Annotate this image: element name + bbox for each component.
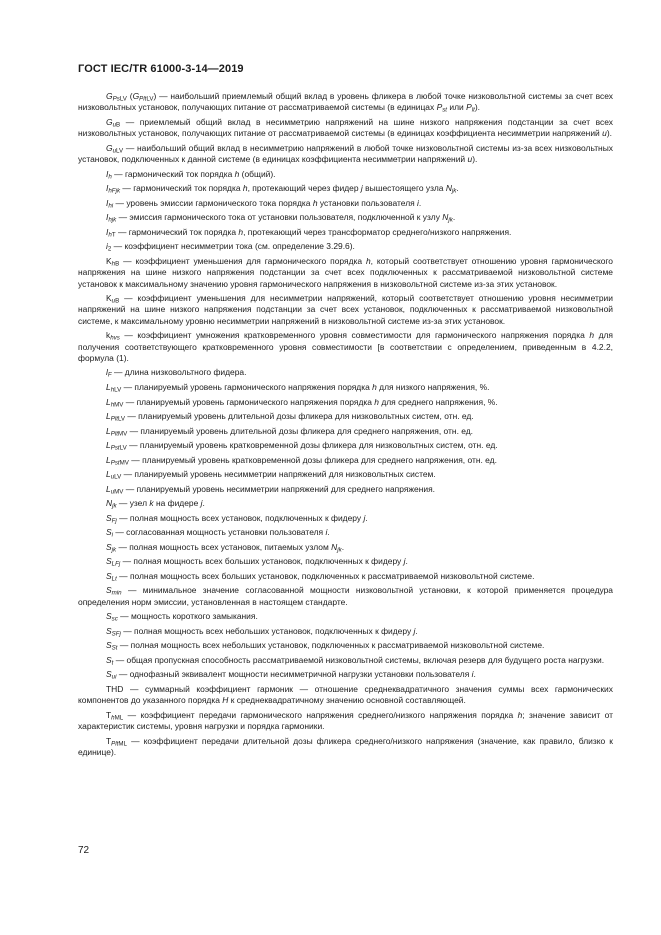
- definition-entry: $L_{hMV}$ — планируемый уровень гармонического напряжения порядка h для среднего напряжения, %.: [106, 396, 498, 409]
- definition-entry: $I_{hT}$ — гармонический ток порядка h, протекающий через трансформатор среднего/низкого напряжения.: [106, 226, 512, 239]
- definition-entry: $L_{PltLV}$ — планируемый уровень длительной дозы фликера для низковольтных систем, отн. ед.: [106, 411, 474, 423]
- definition-entry: $L_{PstMV}$ — планируемый уровень кратковременной дозы фликера для среднего напряжения, отн. ед.: [106, 454, 497, 467]
- definition-entry: $l_F$ — длина низковольтного фидера.: [106, 367, 247, 380]
- definitions-list: [78, 91, 613, 762]
- definition-entry: $I_h$ — гармонический ток порядка h (общий).: [106, 168, 276, 181]
- definition-entry: $L_{uMV}$ — планируемый уровень несимметрии напряжений для среднего напряжения.: [106, 483, 436, 496]
- definition-entry: $G_{uLV}$ — наибольший общий вклад в несимметрию напряжений в любой точке низковольтной системы из-за всех низковольтных установок, подключенных к данной системе (в единицах коэффициента несимметрии напряжений u).: [78, 142, 613, 165]
- definition-entry: $L_{uLV}$ — планируемый уровень несимметрии напряжений для низковольтных систем.: [106, 469, 436, 481]
- document-header: ГОСТ IEC/TR 61000-3-14—2019: [78, 63, 244, 75]
- definition-entry: $L_{PltMV}$ — планируемый уровень длительной дозы фликера для среднего напряжения, отн. ед.: [106, 425, 474, 438]
- definition-entry: $K_{hB}$ — коэффициент уменьшения для гармонического порядка h, который соответствует отношению уровня гармонического напряжения на шине низкого напряжения подстанции за счет всех подключенных к рассматриваемой низковольтной системе установок к максимальному значению уровня гармонического напряжения в низковольтной системе из-за этих установок.: [78, 255, 614, 289]
- definition-entry: $I_{hjk}$ — эмиссия гармонического тока от установки пользователя, подключенной к узлу $N_{jk}$.: [106, 212, 456, 224]
- definition-entry: THD — суммарный коэффициент гармоник — отношение среднеквадратичного значения суммы всех гармонических компонентов до указанного порядка H к среднеквадратичному значению основной составляющей.: [78, 683, 613, 706]
- definition-entry: $S_{sc}$ — мощность короткого замыкания.: [106, 611, 258, 623]
- definition-entry: $N_{jk}$ — узел k на фидере j.: [106, 498, 205, 510]
- definition-entry: $G_{PsLV}$ $(G_{PltLV})$ — наибольший приемлемый общий вклад в уровень фликера в любой точке низковольтной системы за счет всех низковольтных установок, получающих питание от рассматриваемой системы (в единицах $P_{st}$ или $P_{lt}$).: [78, 91, 614, 114]
- definition-entry: $S_{SFj}$ — полная мощность всех небольших установок, подключенных к фидеру j.: [106, 625, 418, 638]
- definition-entry: $S_{Lt}$ — полная мощность всех больших установок, подключенных к рассматриваемой низковольтной системе.: [106, 570, 535, 583]
- definition-entry: $i_2$ — коэффициент несимметрии тока (см. определение 3.29.6).: [106, 241, 355, 253]
- definition-entry: $I_{hFjk}$ — гармонический ток порядка h, протекающий через фидер j вышестоящего узла $N_{jk}$.: [106, 183, 459, 195]
- definition-entry: $S_{Fj}$ — полная мощность всех установок, подключенных к фидеру j.: [106, 512, 368, 525]
- definition-entry: $T_{PltML}$ — коэффициент передачи длительной дозы фликера среднего/низкого напряжения (значение, как правило, близко к единице).: [78, 735, 613, 758]
- definition-entry: $L_{hLV}$ — планируемый уровень гармонического напряжения порядка h для низкого напряжения, %.: [106, 382, 490, 394]
- definition-entry: $I_{hi}$ — уровень эмиссии гармонического тока порядка h установки пользователя i.: [106, 197, 422, 210]
- definition-entry: $S_i$ — согласованная мощность установки пользователя i.: [106, 527, 330, 539]
- definition-entry: $K_{uB}$ — коэффициент уменьшения для несимметрии напряжений, который соответствует отношению уровня несимметрии напряжений на шине низкого напряжения подстанции за счет всех установок, подключенных к рассматриваемой низковольтной системе, к максимальному уровню несимметрии напряжений в низковольтной системе из-за этих установок.: [78, 293, 613, 326]
- definition-entry: $S_{LFj}$ — полная мощность всех больших установок, подключенных к фидеру j.: [106, 556, 408, 568]
- definition-entry: $S_t$ — общая пропускная способность рассматриваемой низковольтной системы, включая резерв для будущего роста нагрузки.: [106, 654, 605, 667]
- definition-entry: $S_{min}$ — минимальное значение согласованной мощности низковольтной установки, к которой применяется процедура определения норм эмиссии, установленная в настоящем стандарте.: [78, 585, 613, 607]
- definition-entry: $S_{St}$ — полная мощность всех небольших установок, подключенных к рассматриваемой низковольтной системе.: [106, 640, 545, 652]
- definition-entry: $L_{PstLV}$ — планируемый уровень кратковременной дозы фликера для низковольтных систем, отн. ед.: [106, 440, 498, 452]
- definition-entry: $k_{hvs}$ — коэффициент умножения кратковременного уровня совместимости для гармонического напряжения порядка h для получения соответствующего кратковременного уровня совместимости [в соответствии с определением, приведенным в 4.2.2, формула (1).: [78, 330, 613, 363]
- definition-entry: $G_{uB}$ — приемлемый общий вклад в несимметрию напряжений на шине низкого напряжения подстанции за счет всех низковольтных установок, получающих питание от рассматриваемой системы (в единицах коэффициента несимметрии напряжений u).: [78, 116, 613, 139]
- definition-entry: $S_{ui}$ — однофазный эквивалент мощности несимметричной нагрузки установки пользователя i.: [106, 669, 476, 682]
- definition-entry: $T_{hML}$ — коэффициент передачи гармонического напряжения среднего/низкого напряжения порядка h; значение зависит от характеристик системы, уровня нагрузки и порядка гармоники.: [78, 709, 613, 732]
- page-number: 72: [78, 845, 90, 856]
- definition-entry: $S_{jk}$ — полная мощность всех установок, питаемых узлом $N_{jk}$.: [106, 541, 345, 554]
